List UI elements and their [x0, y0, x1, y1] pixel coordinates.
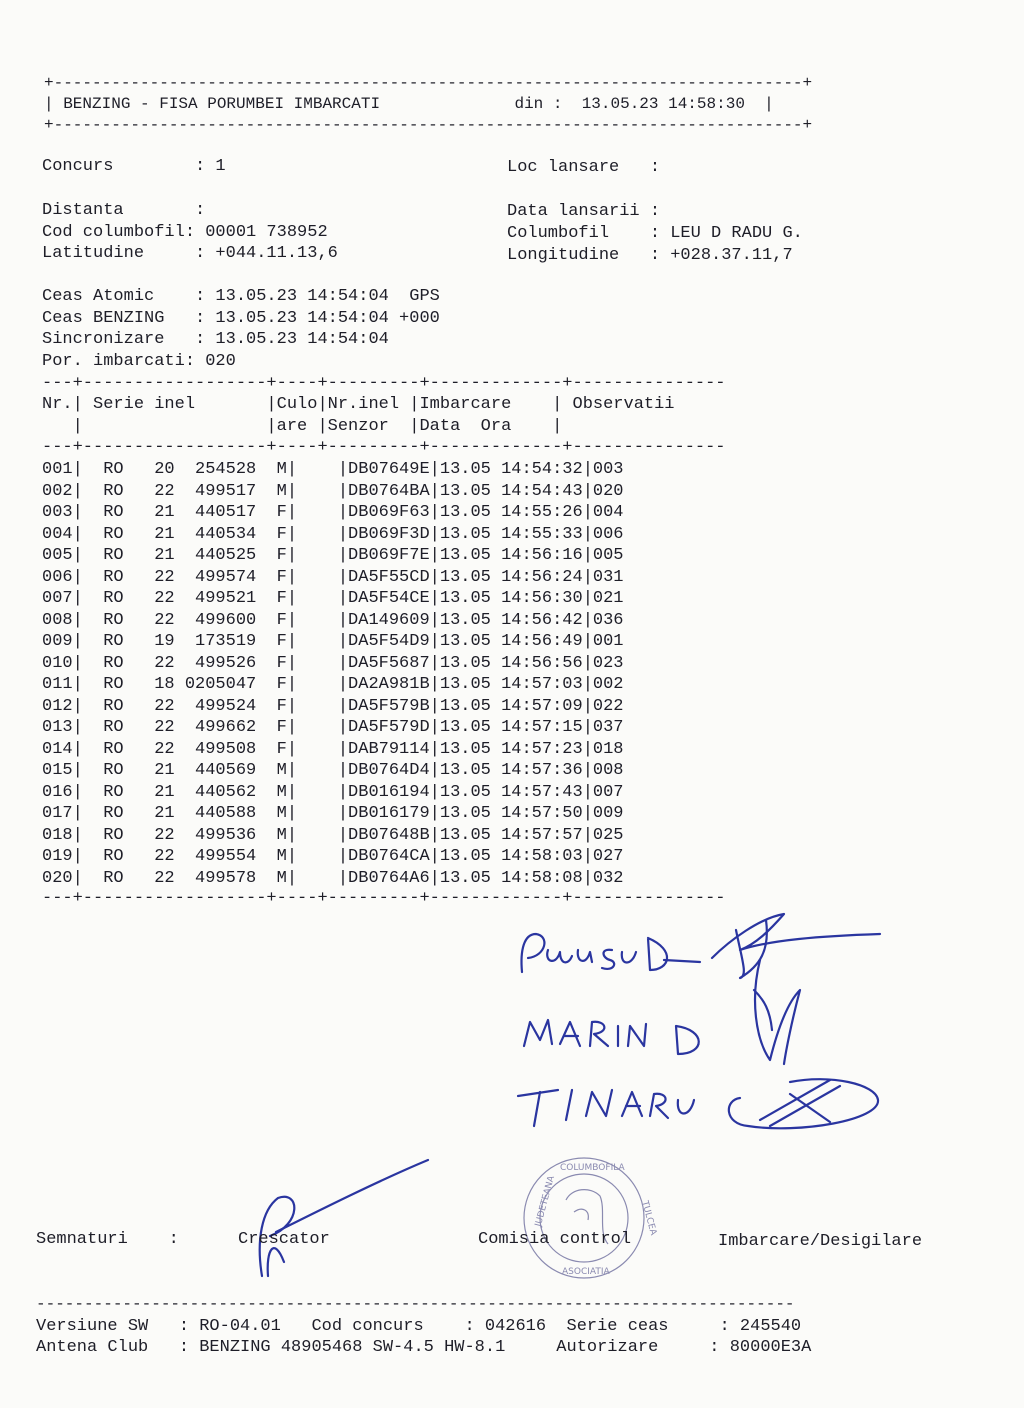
stamp-text-top: COLUMBOFILA	[560, 1163, 625, 1173]
table-row: 009| RO 19 173519 F| |DA5F54D9|13.05 14:56:49|001	[42, 632, 624, 651]
table-row: 004| RO 21 440534 F| |DB069F3D|13.05 14:55:33|006	[42, 524, 624, 544]
footer-line-1: Versiune SW : RO-04.01 Cod concurs : 042616 Serie ceas : 245540	[36, 1317, 802, 1336]
footer-separator: -------------------------------------------------------------------------------	[36, 1295, 795, 1313]
table-row: 007| RO 22 499521 F| |DA5F54CE|13.05 14:56:30|021	[42, 589, 624, 608]
footer-line-2: Antena Club : BENZING 48905468 SW-4.5 HW-8.1 Autorizare : 80000E3A	[36, 1338, 812, 1357]
imbarcare-desigilare-label: Imbarcare/Desigilare	[718, 1232, 923, 1251]
document-title: | BENZING - FISA PORUMBEI IMBARCATI din : 13.05.23 14:58:30 |	[44, 95, 774, 113]
ceas-atomic: Ceas Atomic : 13.05.23 14:54:04 GPS	[42, 287, 440, 306]
columbofil: Columbofil : LEU D RADU G.	[507, 224, 803, 243]
table-row: 006| RO 22 499574 F| |DA5F55CD|13.05 14:56:24|031	[42, 567, 624, 587]
table-header-row2: | |are |Senzor |Data Ora |	[42, 417, 563, 436]
header-border-bottom: +------------------------------------------------------------------------------+	[44, 116, 813, 134]
handwritten-signature-crescator	[260, 1160, 428, 1276]
table-separator-bottom: ---+------------------+----+---------+-------------+---------------	[42, 889, 726, 908]
stamp-text-bottom: ASOCIATIA	[562, 1267, 610, 1277]
table-row: 018| RO 22 499536 M| |DB07648B|13.05 14:57:57|025	[42, 825, 624, 845]
table-separator-top: ---+------------------+----+---------+-------------+---------------	[42, 374, 726, 393]
handwritten-initials	[754, 960, 800, 1064]
latitudine: Latitudine : +044.11.13,6	[42, 244, 338, 263]
por-imbarcati: Por. imbarcati: 020	[42, 352, 236, 371]
table-row: 011| RO 18 0205047 F| |DA2A981B|13.05 14:57:03|002	[42, 675, 624, 694]
table-header-row1: Nr.| Serie inel |Culo|Nr.inel |Imbarcare | Observatii	[42, 395, 675, 414]
stamp-text-right: TULCEA	[639, 1199, 658, 1237]
stamp-seal	[524, 1158, 658, 1278]
loc-lansare: Loc lansare :	[507, 158, 661, 177]
table-row: 016| RO 21 440562 M| |DB016194|13.05 14:57:43|007	[42, 782, 624, 802]
table-row: 003| RO 21 440517 F| |DB069F63|13.05 14:55:26|004	[42, 503, 624, 522]
table-row: 010| RO 22 499526 F| |DA5F5687|13.05 14:56:56|023	[42, 653, 624, 673]
comisia-control-label: Comisia control	[478, 1230, 632, 1249]
table-row: 012| RO 22 499524 F| |DA5F579B|13.05 14:57:09|022	[42, 696, 624, 716]
table-row: 001| RO 20 254528 M| |DB07649E|13.05 14:54:32|003	[42, 460, 624, 479]
data-lansarii: Data lansarii :	[507, 202, 661, 221]
handwritten-signature-2	[524, 1020, 699, 1054]
distanta: Distanta :	[42, 201, 206, 220]
table-separator-mid: ---+------------------+----+---------+-------------+---------------	[42, 438, 726, 457]
stamp-text-left: JUDETEANA	[533, 1174, 557, 1228]
handwritten-signature-1	[522, 914, 880, 978]
cod-columbofil: Cod columbofil: 00001 738952	[42, 223, 328, 242]
table-row: 017| RO 21 440588 M| |DB016179|13.05 14:57:50|009	[42, 804, 624, 823]
table-row: 013| RO 22 499662 F| |DA5F579D|13.05 14:57:15|037	[42, 718, 624, 737]
table-row: 019| RO 22 499554 M| |DB0764CA|13.05 14:58:03|027	[42, 847, 624, 866]
table-row: 015| RO 21 440569 M| |DB0764D4|13.05 14:57:36|008	[42, 761, 624, 780]
table-row: 008| RO 22 499600 F| |DA149609|13.05 14:56:42|036	[42, 610, 624, 630]
crescator-label: Crescator	[238, 1230, 330, 1249]
sincronizare: Sincronizare : 13.05.23 14:54:04	[42, 330, 389, 349]
table-row: 005| RO 21 440525 F| |DB069F7E|13.05 14:56:16|005	[42, 546, 624, 565]
concurs: Concurs : 1	[42, 157, 226, 176]
table-row: 020| RO 22 499578 M| |DB0764A6|13.05 14:58:08|032	[42, 868, 624, 888]
table-row: 014| RO 22 499508 F| |DAB79114|13.05 14:57:23|018	[42, 739, 624, 759]
ceas-benzing: Ceas BENZING : 13.05.23 14:54:04 +000	[42, 309, 440, 328]
handwritten-signature-3	[518, 1079, 878, 1128]
header-border-top: +------------------------------------------------------------------------------+	[44, 74, 813, 92]
table-row: 002| RO 22 499517 M| |DB0764BA|13.05 14:54:43|020	[42, 481, 624, 501]
semnaturi-label: Semnaturi :	[36, 1230, 179, 1249]
longitudine: Longitudine : +028.37.11,7	[507, 246, 793, 265]
